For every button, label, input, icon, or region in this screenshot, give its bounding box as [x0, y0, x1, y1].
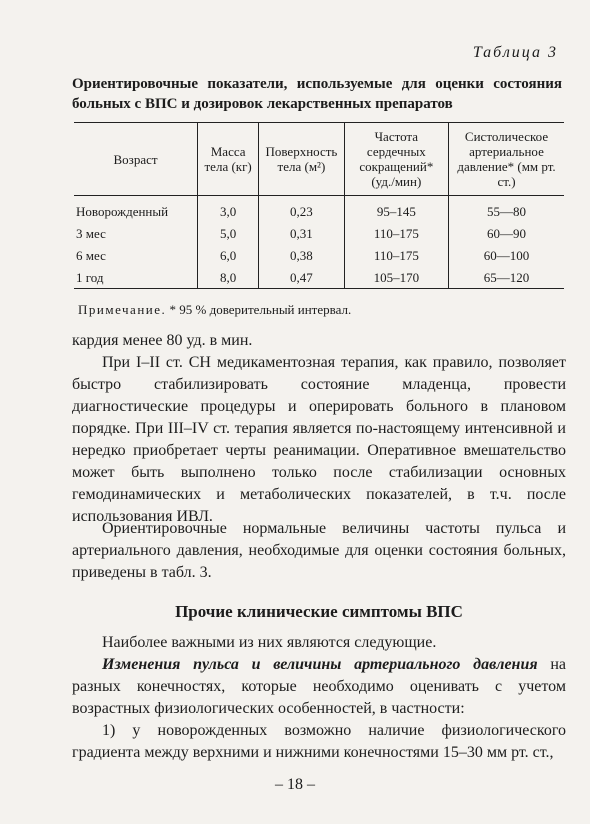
table-note: [78, 302, 351, 318]
cell-heart-rate: 95–145: [344, 196, 448, 223]
header-mass: Масса тела (кг): [198, 123, 259, 196]
cell-surface: 0,47: [259, 266, 344, 289]
paragraph-therapy: При I–II ст. СН медикаментозная терапия, как правило, позволяет быстро стабилизировать состояние младенца, провести диагностические процедуры и оперировать больного в плановом порядке. При III–IV ст. терапия является по-настоящему интенсивной и нередко приобретает черты реанимации. Оперативное вмешательство может быть выполнено только после стабилизации основных гемодинамических и метаболических показателей, в т.ч. после использования ИВЛ.: [72, 354, 566, 525]
cell-blood-pressure: 55—80: [449, 196, 564, 223]
note-label: Примечание.: [78, 302, 167, 317]
paragraph-pulse-rest: на разных конечностях, которые необходимо оценивать с учетом возрастных физиологических особенностей, в частности:: [72, 656, 567, 717]
cell-mass: 8,0: [198, 266, 259, 289]
header-heart-rate: Частота сердечных сокращений* (уд./мин): [344, 123, 448, 196]
table-row: [74, 196, 564, 223]
cell-heart-rate: 105–170: [344, 266, 448, 289]
page-number: – 18 –: [275, 776, 315, 793]
cell-age: Новорожденный: [76, 203, 169, 219]
cell-age: 6 мес: [76, 247, 106, 263]
cell-heart-rate: 110–175: [344, 222, 448, 244]
paragraph-intro: Наиболее важными из них являются следующие.: [102, 634, 437, 651]
cell-blood-pressure: 60—90: [449, 222, 564, 244]
cell-age: 1 год: [74, 266, 198, 289]
table-header-row: [74, 123, 564, 196]
cell-blood-pressure: 60—100: [449, 244, 564, 266]
header-surface: Поверхность тела (м²): [259, 123, 344, 196]
paragraph-reference: Ориентировочные нормальные величины частоты пульса и артериального давления, необходимые для оценки состояния больных, приведены в табл. 3.: [72, 520, 566, 581]
table-row: [74, 266, 564, 289]
cell-age: 3 мес: [76, 225, 106, 241]
emphasis-text: Изменения пульса и величины артериального давления: [102, 656, 538, 673]
header-blood-pressure: Систолическое артериальное давление* (мм рт. ст.): [449, 123, 564, 196]
paragraph-list-item: 1) у новорожденных возможно наличие физиологического градиента между верхними и нижними конечностями 15–30 мм рт. ст.,: [72, 722, 566, 761]
section-heading: Прочие клинические симптомы ВПС: [175, 602, 463, 621]
table-caption: Ориентировочные показатели, используемые для оценки состояния больных с ВПС и дозировок лекарственных препаратов: [72, 76, 562, 112]
cell-surface: 0,23: [259, 196, 344, 223]
header-age: Возраст: [74, 123, 198, 196]
table-label: Таблица 3: [472, 44, 558, 61]
cell-surface: 0,31: [259, 222, 344, 244]
cell-surface: 0,38: [259, 244, 344, 266]
cell-heart-rate: 110–175: [344, 244, 448, 266]
cell-mass: 3,0: [198, 196, 259, 223]
table-row: [74, 244, 564, 266]
table-row: [74, 222, 564, 244]
note-text: * 95 % доверительный интервал.: [169, 302, 352, 317]
cell-mass: 5,0: [198, 222, 259, 244]
paragraph-pulse: [72, 654, 566, 720]
cell-mass: 6,0: [198, 244, 259, 266]
indicators-table: [74, 122, 564, 289]
cell-blood-pressure: 65—120: [449, 266, 564, 289]
paragraph-continuation: кардия менее 80 уд. в мин.: [72, 332, 253, 349]
